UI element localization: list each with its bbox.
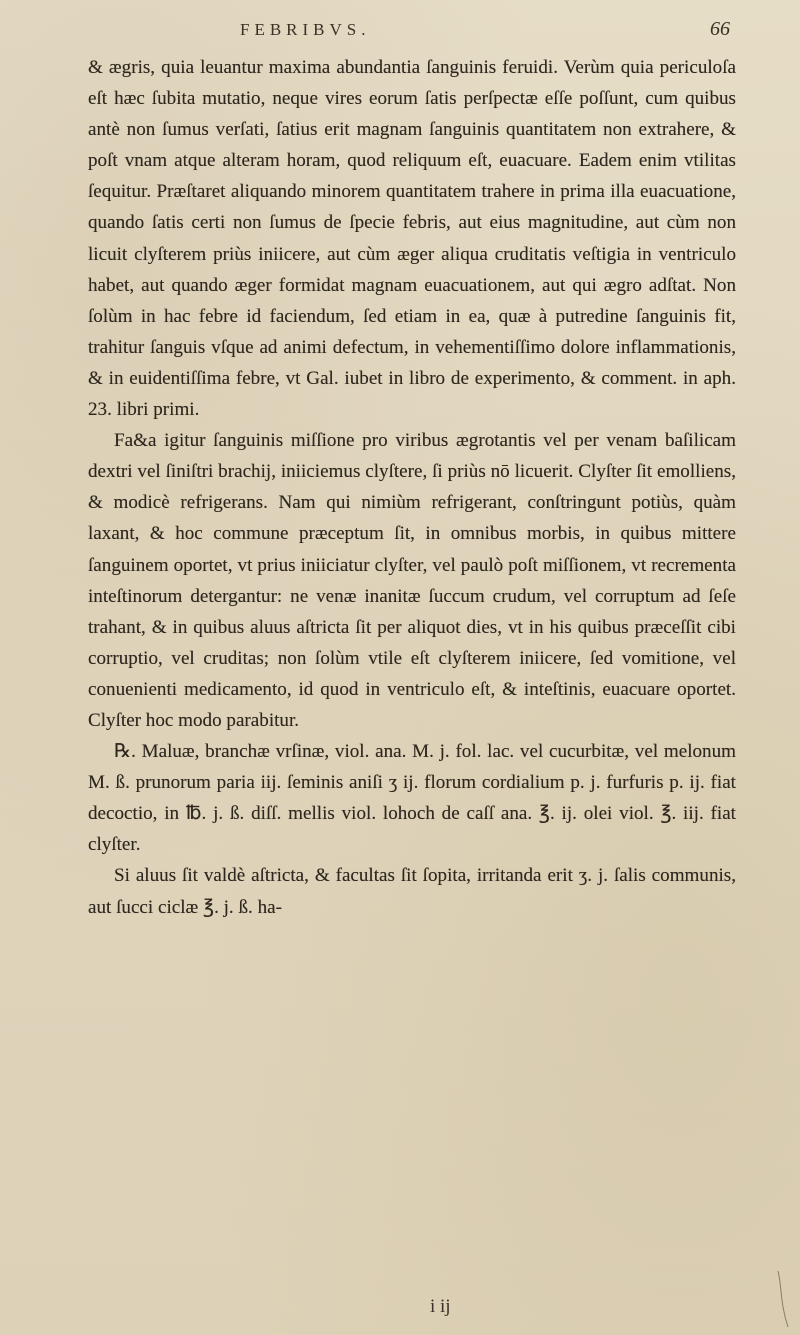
recipe-paragraph: ℞. Maluæ, branchæ vrſinæ, viol. ana. M. j. fol. lac. vel cucurbitæ, vel melonum M. ß. prunorum paria iij. ſeminis aniſi ʒ ij. florum cordialium p. j. furfuris p. ij. fiat decoctio, in ℔. j. ß. diſſ. mellis viol. lohoch de caſſ ana. ℥. ij. olei viol. ℥. iij. fiat clyſter. bbox=[88, 741, 736, 856]
margin-pencil-mark bbox=[776, 1269, 790, 1329]
page-number: 66 bbox=[710, 18, 730, 40]
paragraph: & ægris, quia leuantur maxima abundantia ſanguinis feruidi. Verùm quia periculoſa eſt hæc ſubita mutatio, neque vires eorum ſatis perſpectæ eſſe poſſunt, cum quibus antè non ſumus verſati, ſatius erit magnam ſanguinis quantitatem non extrahere, & poſt vnam atque alteram horam, quod reliquum eſt, euacuare. Eadem enim vtilitas ſequitur. Præſtaret aliquando minorem quantitatem trahere in prima illa euacuatione, quando ſatis certi non ſumus de ſpecie febris, aut eius magnitudine, aut cùm non licuit clyſterem priùs iniicere, aut cùm æger aliqua cruditatis veſtigia in ventriculo habet, aut quando æger formidat magnam euacuationem, aut qui ægro adſtat. Non ſolùm in hac febre id faciendum, ſed etiam in ea, quæ à putredine ſanguinis fit, trahitur ſanguis vſque ad animi defectum, in vehementiſſimo dolore inflammationis, & in euidentiſſima febre, vt Gal. iubet in libro de experimento, & comment. in aph. 23. libri primi. bbox=[88, 57, 736, 421]
running-head: FEBRIBVS. bbox=[240, 20, 371, 39]
body-text bbox=[88, 52, 736, 923]
paragraph: Fa&a igitur ſanguinis miſſione pro viribus ægrotantis vel per venam baſilicam dextri vel ſiniſtri brachij, iniiciemus clyſtere, ſi priùs nō licuerit. Clyſter ſit emolliens, & modicè refrigerans. Nam qui nimiùm refrigerant, conſtringunt potiùs, quàm laxant, & hoc commune præceptum ſit, in omnibus morbis, in quibus mittere ſanguinem oportet, vt prius iniiciatur clyſter, vel paulò poſt miſſionem, vt recrementa inteſtinorum detergantur: ne venæ inanitæ ſuccum crudum, vel corruptum ad ſeſe trahant, & in quibus aluus aſtricta ſit per aliquot dies, vt in his quibus præceſſit cibi corruptio, vel cruditas; non ſolùm vtile eſt clyſterem iniicere, ſed vomitione, vel conuenienti medicamento, id quod in ventriculo eſt, & inteſtinis, euacuare oportet. Clyſter hoc modo parabitur. bbox=[88, 430, 736, 731]
signature-mark: i ij bbox=[430, 1296, 451, 1317]
page-header bbox=[90, 14, 730, 46]
paragraph: Si aluus ſit valdè aſtricta, & facultas ſit ſopita, irritanda erit ʒ. j. ſalis communis, aut ſucci ciclæ ℥. j. ß. ha- bbox=[88, 865, 736, 918]
